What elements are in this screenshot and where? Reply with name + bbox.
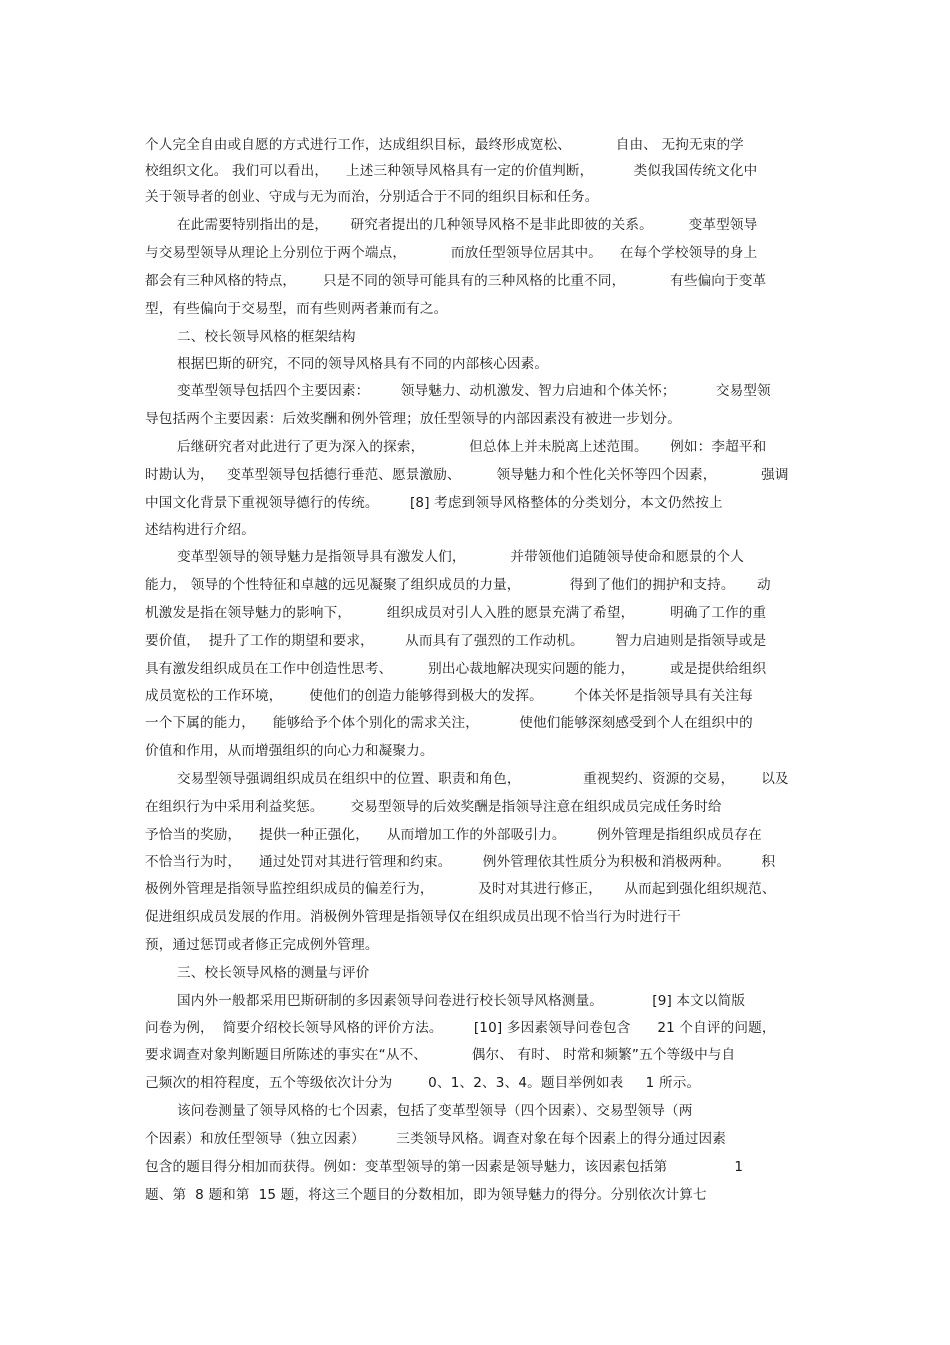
text-line: 都会有三种风格的特点， 只是不同的领导可能具有的三种风格的比重不同， 有些偏向于变革 (145, 273, 767, 289)
text-line: 国内外一般都采用巴斯研制的多因素领导问卷进行校长领导风格测量。 [9] 本文以简版 (177, 993, 746, 1009)
text-line: 时勘认为， 变革型领导包括德行垂范、愿景激励、 领导魅力和个性化关怀等四个因素， 强调 (145, 467, 789, 483)
text-line: 成员宽松的工作环境， 使他们的创造力能够得到极大的发挥。 个体关怀是指领导具有关注每 (145, 688, 753, 704)
text-line: 校组织文化。 我们可以看出， 上述三种领导风格具有一定的价值判断， 类似我国传统文化中 (145, 163, 758, 179)
text-line: 在组织行为中采用利益奖惩。 交易型领导的后效奖酬是指领导注意在组织成员完成任务时给 (145, 799, 722, 815)
text-line: 型，有些偏向于交易型，而有些则两者兼而有之。 (145, 301, 448, 317)
text-line: 一个下属的能力， 能够给予个体个别化的需求关注， 使他们能够深刻感受到个人在组织中的 (145, 715, 753, 731)
text-line: 予恰当的奖励， 提供一种正强化， 从而增加工作的外部吸引力。 例外管理是指组织成员存在 (145, 827, 762, 843)
text-line: 能力， 领导的个性特征和卓越的远见凝聚了组织成员的力量， 得到了他们的拥护和支持。 动 (145, 577, 771, 593)
text-line: 交易型领导强调组织成员在组织中的位置、职责和角色， 重视契约、资源的交易， 以及 (177, 771, 789, 787)
text-line: 题、第 8 题和第 15 题，将这三个题目的分数相加，即为领导魅力的得分。分别依次计算七 (145, 1187, 707, 1203)
text-line: 变革型领导包括四个主要因素： 领导魅力、动机激发、智力启迪和个体关怀； 交易型领 (177, 383, 771, 399)
text-line: 要价值， 提升了工作的期望和要求， 从而具有了强烈的工作动机。 智力启迪则是指领导或是 (145, 633, 767, 649)
text-line: 在此需要特别指出的是， 研究者提出的几种领导风格不是非此即彼的关系。 变革型领导 (177, 217, 758, 233)
text-line: 预，通过惩罚或者修正完成例外管理。 (145, 937, 379, 953)
text-line: 该问卷测量了领导风格的七个因素，包括了变革型领导（四个因素）、交易型领导（两 (177, 1103, 693, 1119)
text-line: 个因素）和放任型领导（独立因素） 三类领导风格。调查对象在每个因素上的得分通过因素 (145, 1131, 727, 1147)
text-line: 导包括两个主要因素：后效奖酬和例外管理；放任型领导的内部因素没有被进一步划分。 (145, 411, 682, 427)
text-line: 中国文化背景下重视领导德行的传统。 [8] 考虑到领导风格整体的分类划分，本文仍然按上 (145, 495, 723, 511)
text-line: 极例外管理是指领导监控组织成员的偏差行为， 及时对其进行修正， 从而起到强化组织规范、 (145, 881, 776, 897)
text-line: 个人完全自由或自愿的方式进行工作，达成组织目标，最终形成宽松、 自由、 无拘无束的学 (145, 137, 744, 153)
section-heading: 三、校长领导风格的测量与评价 (177, 965, 370, 981)
text-line: 后继研究者对此进行了更为深入的探索， 但总体上并未脱离上述范围。 例如：李超平和 (177, 439, 767, 455)
text-line: 变革型领导的领导魅力是指领导具有激发人们， 并带领他们追随领导使命和愿景的个人 (177, 549, 744, 565)
text-line: 机激发是指在领导魅力的影响下， 组织成员对引人入胜的愿景充满了希望， 明确了工作的重 (145, 605, 767, 621)
text-line: 促进组织成员发展的作用。消极例外管理是指领导仅在组织成员出现不恰当行为时进行干 (145, 909, 682, 925)
section-heading: 二、校长领导风格的框架结构 (177, 329, 356, 345)
text-line: 己频次的相符程度，五个等级依次计分为 0、1、2、3、4。题目举例如表 1 所示。 (145, 1075, 701, 1091)
text-line: 与交易型领导从理论上分别位于两个端点， 而放任型领导位居其中。 在每个学校领导的身上 (145, 245, 758, 261)
text-line: 包含的题目得分相加而获得。例如：变革型领导的第一因素是领导魅力，该因素包括第 1 (145, 1159, 744, 1175)
text-line: 关于领导者的创业、守成与无为而治，分别适合于不同的组织目标和任务。 (145, 189, 599, 205)
text-line: 要求调查对象判断题目所陈述的事实在“从不、 偶尔、 有时、 时常和频繁”五个等级中与自 (145, 1047, 736, 1063)
text-line: 具有激发组织成员在工作中创造性思考、 别出心裁地解决现实问题的能力， 或是提供给组织 (145, 661, 767, 677)
text-line: 价值和作用，从而增强组织的向心力和凝聚力。 (145, 743, 434, 759)
text-line: 述结构进行介绍。 (145, 522, 255, 538)
text-line: 问卷为例， 简要介绍校长领导风格的评价方法。 [10] 多因素领导问卷包含 21 个自评的问题， (145, 1020, 776, 1036)
text-line: 根据巴斯的研究，不同的领导风格具有不同的内部核心因素。 (177, 356, 549, 372)
text-line: 不恰当行为时， 通过处罚对其进行管理和约束。 例外管理依其性质分为积极和消极两种。 积 (145, 854, 776, 870)
